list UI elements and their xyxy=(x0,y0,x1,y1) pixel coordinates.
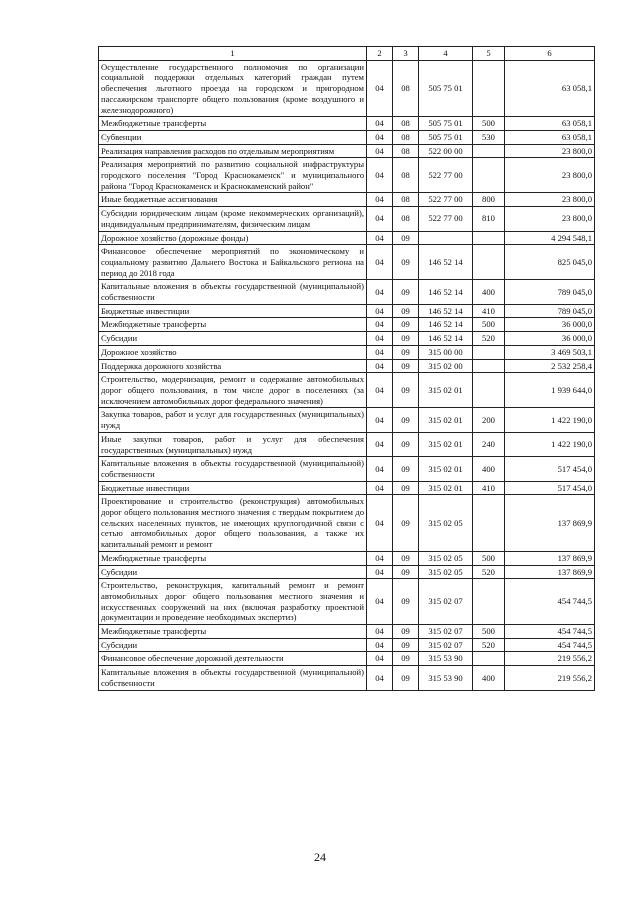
section-cell: 04 xyxy=(367,193,393,207)
row-name-cell: Бюджетные инвестиции xyxy=(99,304,367,318)
table-row xyxy=(99,359,595,373)
section-cell: 04 xyxy=(367,638,393,652)
amount-cell: 454 744,5 xyxy=(505,638,595,652)
section-cell: 04 xyxy=(367,280,393,304)
row-name-cell: Межбюджетные трансферты xyxy=(99,625,367,639)
amount-cell: 454 744,5 xyxy=(505,579,595,625)
expense-type-cell: 530 xyxy=(473,130,505,144)
amount-cell: 1 422 190,0 xyxy=(505,408,595,432)
row-name-cell: Субсидии xyxy=(99,638,367,652)
amount-cell: 825 045,0 xyxy=(505,245,595,280)
expense-type-cell xyxy=(473,158,505,193)
target-code-cell: 146 52 14 xyxy=(419,332,473,346)
subsection-cell: 08 xyxy=(393,117,419,131)
section-cell: 04 xyxy=(367,579,393,625)
subsection-cell: 09 xyxy=(393,551,419,565)
amount-cell: 63 058,1 xyxy=(505,130,595,144)
expense-type-cell: 400 xyxy=(473,457,505,481)
subsection-cell: 08 xyxy=(393,130,419,144)
expense-type-cell: 800 xyxy=(473,193,505,207)
expense-type-cell xyxy=(473,345,505,359)
table-row xyxy=(99,408,595,432)
subsection-cell: 09 xyxy=(393,638,419,652)
amount-cell: 63 058,1 xyxy=(505,60,595,117)
expense-type-cell xyxy=(473,495,505,552)
target-code-cell: 315 02 01 xyxy=(419,481,473,495)
amount-cell: 137 869,9 xyxy=(505,565,595,579)
expense-type-cell: 520 xyxy=(473,565,505,579)
expense-type-cell xyxy=(473,373,505,408)
section-cell: 04 xyxy=(367,457,393,481)
amount-cell: 219 556,2 xyxy=(505,652,595,666)
table-row xyxy=(99,144,595,158)
section-cell: 04 xyxy=(367,373,393,408)
target-code-cell: 522 77 00 xyxy=(419,158,473,193)
target-code-cell: 315 02 07 xyxy=(419,579,473,625)
table-row xyxy=(99,345,595,359)
subsection-cell: 09 xyxy=(393,318,419,332)
target-code-cell: 505 75 01 xyxy=(419,130,473,144)
subsection-cell: 09 xyxy=(393,408,419,432)
expense-type-cell xyxy=(473,60,505,117)
section-cell: 04 xyxy=(367,60,393,117)
row-name-cell: Субвенции xyxy=(99,130,367,144)
section-cell: 04 xyxy=(367,318,393,332)
table-row xyxy=(99,625,595,639)
table-body xyxy=(99,60,595,690)
subsection-cell: 09 xyxy=(393,332,419,346)
row-name-cell: Финансовое обеспечение дорожной деятельности xyxy=(99,652,367,666)
amount-cell: 23 800,0 xyxy=(505,193,595,207)
amount-cell: 1 939 644,0 xyxy=(505,373,595,408)
section-cell: 04 xyxy=(367,158,393,193)
target-code-cell: 505 75 01 xyxy=(419,60,473,117)
table-row xyxy=(99,666,595,690)
target-code-cell: 505 75 01 xyxy=(419,117,473,131)
amount-cell: 23 800,0 xyxy=(505,207,595,231)
target-code-cell: 522 77 00 xyxy=(419,193,473,207)
subsection-cell: 09 xyxy=(393,652,419,666)
expense-type-cell: 200 xyxy=(473,408,505,432)
expense-type-cell: 400 xyxy=(473,280,505,304)
table-row xyxy=(99,158,595,193)
section-cell: 04 xyxy=(367,332,393,346)
target-code-cell: 315 53 90 xyxy=(419,666,473,690)
budget-table xyxy=(98,46,595,691)
row-name-cell: Реализация мероприятий по развитию социальной инфраструктуры городского поселения "Город Краснокаменск" и муниципального района "Город Краснокаменск и Краснокаменский район" xyxy=(99,158,367,193)
target-code-cell: 315 02 07 xyxy=(419,638,473,652)
expense-type-cell: 520 xyxy=(473,638,505,652)
target-code-cell: 315 02 05 xyxy=(419,565,473,579)
row-name-cell: Строительство, реконструкция, капитальный ремонт и ремонт автомобильных дорог общего пользования местного значения и искусственных сооружений на них (включая разработку проектной документации и проведение необходимых экспертиз) xyxy=(99,579,367,625)
subsection-cell: 08 xyxy=(393,60,419,117)
subsection-cell: 09 xyxy=(393,565,419,579)
table-row xyxy=(99,332,595,346)
table-row xyxy=(99,207,595,231)
row-name-cell: Межбюджетные трансферты xyxy=(99,117,367,131)
subsection-cell: 09 xyxy=(393,345,419,359)
column-header: 6 xyxy=(505,47,595,61)
column-header: 2 xyxy=(367,47,393,61)
expense-type-cell: 400 xyxy=(473,666,505,690)
section-cell: 04 xyxy=(367,551,393,565)
amount-cell: 36 000,0 xyxy=(505,332,595,346)
target-code-cell: 315 02 01 xyxy=(419,373,473,408)
subsection-cell: 08 xyxy=(393,193,419,207)
amount-cell: 23 800,0 xyxy=(505,158,595,193)
section-cell: 04 xyxy=(367,345,393,359)
amount-cell: 789 045,0 xyxy=(505,280,595,304)
section-cell: 04 xyxy=(367,565,393,579)
target-code-cell: 522 00 00 xyxy=(419,144,473,158)
target-code-cell: 146 52 14 xyxy=(419,318,473,332)
row-name-cell: Субсидии юридическим лицам (кроме некоммерческих организаций), индивидуальным предпринимателям, физическим лицам xyxy=(99,207,367,231)
target-code-cell xyxy=(419,231,473,245)
amount-cell: 137 869,9 xyxy=(505,551,595,565)
section-cell: 04 xyxy=(367,245,393,280)
expense-type-cell xyxy=(473,579,505,625)
section-cell: 04 xyxy=(367,304,393,318)
target-code-cell: 315 00 00 xyxy=(419,345,473,359)
subsection-cell: 08 xyxy=(393,207,419,231)
table-row xyxy=(99,481,595,495)
amount-cell: 4 294 548,1 xyxy=(505,231,595,245)
table-row xyxy=(99,245,595,280)
expense-type-cell xyxy=(473,245,505,280)
amount-cell: 1 422 190,0 xyxy=(505,432,595,456)
section-cell: 04 xyxy=(367,231,393,245)
expense-type-cell xyxy=(473,652,505,666)
section-cell: 04 xyxy=(367,359,393,373)
target-code-cell: 146 52 14 xyxy=(419,245,473,280)
table-row xyxy=(99,457,595,481)
subsection-cell: 09 xyxy=(393,231,419,245)
subsection-cell: 09 xyxy=(393,481,419,495)
section-cell: 04 xyxy=(367,144,393,158)
column-header: 1 xyxy=(99,47,367,61)
amount-cell: 454 744,5 xyxy=(505,625,595,639)
table-row xyxy=(99,551,595,565)
row-name-cell: Межбюджетные трансферты xyxy=(99,318,367,332)
amount-cell: 137 869,9 xyxy=(505,495,595,552)
section-cell: 04 xyxy=(367,666,393,690)
target-code-cell: 315 02 01 xyxy=(419,457,473,481)
table-row xyxy=(99,117,595,131)
expense-type-cell: 520 xyxy=(473,332,505,346)
row-name-cell: Закупка товаров, работ и услуг для государственных (муниципальных) нужд xyxy=(99,408,367,432)
section-cell: 04 xyxy=(367,207,393,231)
subsection-cell: 09 xyxy=(393,495,419,552)
section-cell: 04 xyxy=(367,652,393,666)
target-code-cell: 146 52 14 xyxy=(419,304,473,318)
subsection-cell: 09 xyxy=(393,579,419,625)
target-code-cell: 315 53 90 xyxy=(419,652,473,666)
subsection-cell: 09 xyxy=(393,457,419,481)
amount-cell: 3 469 503,1 xyxy=(505,345,595,359)
section-cell: 04 xyxy=(367,481,393,495)
document-page xyxy=(98,46,594,691)
expense-type-cell xyxy=(473,359,505,373)
subsection-cell: 09 xyxy=(393,373,419,408)
section-cell: 04 xyxy=(367,130,393,144)
table-row xyxy=(99,495,595,552)
amount-cell: 517 454,0 xyxy=(505,481,595,495)
expense-type-cell: 500 xyxy=(473,117,505,131)
row-name-cell: Дорожное хозяйство (дорожные фонды) xyxy=(99,231,367,245)
section-cell: 04 xyxy=(367,625,393,639)
expense-type-cell: 240 xyxy=(473,432,505,456)
row-name-cell: Проектирование и строительство (реконструкция) автомобильных дорог общего пользования местного значения с твердым покрытием до сельских населенных пунктов, не имеющих круглогодичной связи с сетью автомобильных дорог общего пользования, а также их капитальный ремонт и ремонт xyxy=(99,495,367,552)
row-name-cell: Субсидии xyxy=(99,332,367,346)
row-name-cell: Финансовое обеспечение мероприятий по экономическому и социальному развитию Дальнего Востока и Байкальского региона на период до 2018 года xyxy=(99,245,367,280)
expense-type-cell xyxy=(473,144,505,158)
table-row xyxy=(99,638,595,652)
expense-type-cell: 810 xyxy=(473,207,505,231)
amount-cell: 219 556,2 xyxy=(505,666,595,690)
expense-type-cell: 500 xyxy=(473,318,505,332)
row-name-cell: Реализация направления расходов по отдельным мероприятиям xyxy=(99,144,367,158)
expense-type-cell: 500 xyxy=(473,625,505,639)
subsection-cell: 09 xyxy=(393,432,419,456)
section-cell: 04 xyxy=(367,117,393,131)
table-row xyxy=(99,280,595,304)
table-header-row xyxy=(99,47,595,61)
target-code-cell: 315 02 05 xyxy=(419,495,473,552)
row-name-cell: Капитальные вложения в объекты государственной (муниципальной) собственности xyxy=(99,666,367,690)
target-code-cell: 315 02 00 xyxy=(419,359,473,373)
amount-cell: 2 532 258,4 xyxy=(505,359,595,373)
row-name-cell: Бюджетные инвестиции xyxy=(99,481,367,495)
table-row xyxy=(99,432,595,456)
amount-cell: 517 454,0 xyxy=(505,457,595,481)
section-cell: 04 xyxy=(367,432,393,456)
column-header: 4 xyxy=(419,47,473,61)
target-code-cell: 315 02 01 xyxy=(419,432,473,456)
column-header: 5 xyxy=(473,47,505,61)
row-name-cell: Капитальные вложения в объекты государственной (муниципальной) собственности xyxy=(99,457,367,481)
amount-cell: 63 058,1 xyxy=(505,117,595,131)
subsection-cell: 08 xyxy=(393,144,419,158)
section-cell: 04 xyxy=(367,495,393,552)
table-row xyxy=(99,652,595,666)
expense-type-cell: 500 xyxy=(473,551,505,565)
table-row xyxy=(99,318,595,332)
subsection-cell: 08 xyxy=(393,158,419,193)
subsection-cell: 09 xyxy=(393,359,419,373)
table-row xyxy=(99,193,595,207)
row-name-cell: Капитальные вложения в объекты государственной (муниципальной) собственности xyxy=(99,280,367,304)
row-name-cell: Осуществление государственного полномочия по организации социальной поддержки отдельных категорий граждан путем обеспечения льготного проезда на городском и пригородном пассажирском транспорте общего пользования (кроме воздушного и железнодорожного) xyxy=(99,60,367,117)
row-name-cell: Иные закупки товаров, работ и услуг для обеспечения государственных (муниципальных) нужд xyxy=(99,432,367,456)
column-header: 3 xyxy=(393,47,419,61)
table-row xyxy=(99,130,595,144)
expense-type-cell: 410 xyxy=(473,304,505,318)
target-code-cell: 315 02 05 xyxy=(419,551,473,565)
table-row xyxy=(99,304,595,318)
amount-cell: 789 045,0 xyxy=(505,304,595,318)
subsection-cell: 09 xyxy=(393,245,419,280)
table-row xyxy=(99,565,595,579)
target-code-cell: 315 02 01 xyxy=(419,408,473,432)
row-name-cell: Поддержка дорожного хозяйства xyxy=(99,359,367,373)
row-name-cell: Строительство, модернизация, ремонт и содержание автомобильных дорог общего пользования, в том числе дорог в поселениях (за исключением автомобильных дорог федерального значения) xyxy=(99,373,367,408)
row-name-cell: Субсидии xyxy=(99,565,367,579)
page-number: 24 xyxy=(314,850,326,864)
target-code-cell: 522 77 00 xyxy=(419,207,473,231)
expense-type-cell xyxy=(473,231,505,245)
expense-type-cell: 410 xyxy=(473,481,505,495)
table-row xyxy=(99,579,595,625)
target-code-cell: 146 52 14 xyxy=(419,280,473,304)
row-name-cell: Межбюджетные трансферты xyxy=(99,551,367,565)
table-row xyxy=(99,231,595,245)
table-row xyxy=(99,373,595,408)
table-row xyxy=(99,60,595,117)
subsection-cell: 09 xyxy=(393,280,419,304)
target-code-cell: 315 02 07 xyxy=(419,625,473,639)
row-name-cell: Иные бюджетные ассигнования xyxy=(99,193,367,207)
amount-cell: 36 000,0 xyxy=(505,318,595,332)
subsection-cell: 09 xyxy=(393,666,419,690)
amount-cell: 23 800,0 xyxy=(505,144,595,158)
subsection-cell: 09 xyxy=(393,625,419,639)
subsection-cell: 09 xyxy=(393,304,419,318)
section-cell: 04 xyxy=(367,408,393,432)
row-name-cell: Дорожное хозяйство xyxy=(99,345,367,359)
